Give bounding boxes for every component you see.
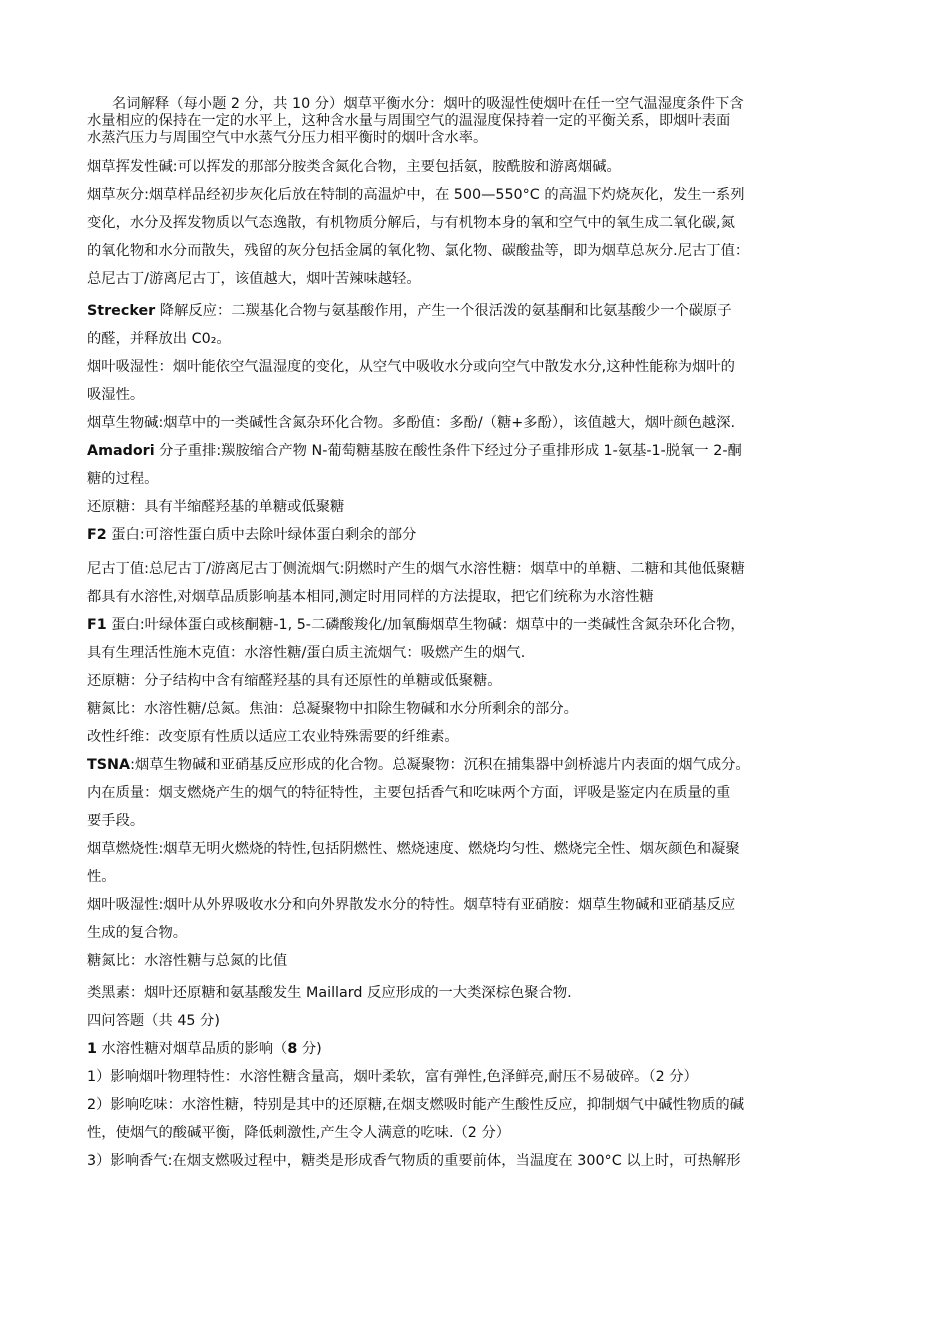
text-line: 变化，水分及挥发物质以气态逸散，有机物质分解后，与有机物本身的氧和空气中的氧生成二氧化碳,氮 [87, 215, 735, 231]
paragraph-combustibility [87, 835, 877, 891]
text-line [87, 1035, 877, 1063]
text-line: 烟草生物碱:烟草中的一类碱性含氮杂环化合物。多酚值：多酚/（糖+多酚），该值越大，烟叶颜色越深. [87, 415, 736, 431]
text-line: 水量相应的保持在一定的水平上，这种含水量与周围空气的温湿度保持着一定的平衡关系，即烟叶表面 [87, 113, 731, 129]
text-line: 烟叶吸湿性：烟叶能依空气温湿度的变化，从空气中吸收水分或向空气中散发水分,这种性能称为烟叶的 [87, 359, 735, 375]
question-1-heading [87, 1035, 877, 1063]
text-line: 烟草挥发性碱:可以挥发的那部分胺类含氮化合物，主要包括氨，胺酰胺和游离烟碱。 [87, 159, 621, 175]
paragraph-tobacco-ash [87, 181, 877, 293]
text-line: 糖氮比：水溶性糖与总氮的比值 [87, 953, 288, 969]
text-line: 烟叶吸湿性:烟叶从外界吸收水分和向外界散发水分的特性。烟草特有亚硝胺：烟草生物碱和亚硝基反应 [87, 897, 736, 913]
text-line [87, 611, 877, 639]
paragraph-reducing-sugar [87, 493, 877, 521]
paragraph-strecker [87, 297, 877, 353]
text-line [87, 751, 877, 779]
text-span: 分) [297, 1041, 322, 1057]
text-line [87, 521, 877, 549]
answer-item-2 [87, 1091, 877, 1147]
text-span: 降解反应：二羰基化合物与氨基酸作用，产生一个很活泼的氨基酮和比氨基酸少一个碳原子 [155, 303, 732, 319]
text-line [87, 297, 877, 325]
text-span: :烟草生物碱和亚硝基反应形成的化合物。总凝聚物：沉积在捕集器中剑桥滤片内表面的烟气成分。 [130, 757, 750, 773]
text-line: 名词解释（每小题 2 分，共 10 分）烟草平衡水分：烟叶的吸湿性使烟叶在任一空气温湿度条件下含 [112, 96, 744, 112]
text-line: 还原糖：具有半缩醛羟基的单糖或低聚糖 [87, 499, 345, 515]
paragraph-nicotine-value [87, 555, 877, 611]
paragraph-hygroscopicity [87, 353, 877, 409]
text-line: 的醛，并释放出 C0₂。 [87, 331, 231, 347]
paragraph-volatile-base [87, 153, 877, 181]
text-line: 的氧化物和水分而散失，残留的灰分包括金属的氧化物、氯化物、碳酸盐等，即为烟草总灰分.尼古丁值： [87, 243, 750, 259]
answer-item-1 [87, 1063, 877, 1091]
answer-item-3 [87, 1147, 877, 1175]
text-span: 蛋白:可溶性蛋白质中去除叶绿体蛋白剩余的部分 [106, 527, 417, 543]
text-line: 要手段。 [87, 813, 145, 829]
text-line: 烟草燃烧性:烟草无明火燃烧的特性,包括阴燃性、燃烧速度、燃烧均匀性、燃烧完全性、烟灰颜色和凝聚 [87, 841, 740, 857]
text-line: 内在质量：烟支燃烧产生的烟气的特征特性，主要包括香气和吃味两个方面，评吸是鉴定内在质量的重 [87, 785, 731, 801]
text-line: 类黑素：烟叶还原糖和氨基酸发生 Maillard 反应形成的一大类深棕色聚合物. [87, 985, 572, 1001]
paragraph-sugar-nitrogen-ratio-2 [87, 947, 877, 975]
paragraph-modified-fiber [87, 723, 877, 751]
paragraph-alkaloid [87, 409, 877, 437]
text-line: 具有生理活性施木克值：水溶性糖/蛋白质主流烟气：吸燃产生的烟气. [87, 645, 526, 661]
term-lead: Amadori [87, 443, 155, 459]
text-line: 2）影响吃味：水溶性糖，特别是其中的还原糖,在烟支燃吸时能产生酸性反应，抑制烟气中碱性物质的碱 [87, 1097, 744, 1113]
paragraph-tsna [87, 751, 877, 835]
text-line: 四问答题（共 45 分) [87, 1013, 220, 1029]
score-number: 8 [287, 1041, 298, 1057]
section-heading-qa [87, 1007, 877, 1035]
text-line: 生成的复合物。 [87, 925, 188, 941]
paragraph-f2-protein [87, 521, 877, 549]
paragraph-sugar-nitrogen-ratio [87, 695, 877, 723]
text-line: 糖氮比：水溶性糖/总氮。焦油：总凝聚物中扣除生物碱和水分所剩余的部分。 [87, 701, 578, 717]
text-line: 都具有水溶性,对烟草品质影响基本相同,测定时用同样的方法提取，把它们统称为水溶性糖 [87, 589, 654, 605]
text-line: 尼古丁值:总尼古丁/游离尼古丁侧流烟气:阴燃时产生的烟气水溶性糖：烟草中的单糖、二糖和其他低聚糖 [87, 561, 745, 577]
text-line: 性。 [87, 869, 116, 885]
text-line: 糖的过程。 [87, 471, 159, 487]
text-line: 性，使烟气的酸碱平衡，降低刺激性,产生令人满意的吃味.（2 分） [87, 1125, 511, 1141]
paragraph-melanoidin [87, 979, 877, 1007]
text-line: 吸湿性。 [87, 387, 145, 403]
text-line: 改性纤维：改变原有性质以适应工农业特殊需要的纤维素。 [87, 729, 459, 745]
text-line: 总尼古丁/游离尼古丁，该值越大，烟叶苦辣味越轻。 [87, 271, 421, 287]
text-span: 分子重排:羰胺缩合产物 N-葡萄糖基胺在酸性条件下经过分子重排形成 1-氨基-1-脱氧一 2-酮 [154, 443, 742, 459]
term-lead: F1 [87, 617, 107, 633]
term-lead: F2 [87, 527, 107, 543]
text-line: 3）影响香气:在烟支燃吸过程中，糖类是形成香气物质的重要前体，当温度在 300°C 以上时，可热解形 [87, 1153, 741, 1169]
paragraph-hygroscopicity-2 [87, 891, 877, 947]
text-line: 还原糖：分子结构中含有缩醛羟基的具有还原性的单糖或低聚糖。 [87, 673, 502, 689]
text-line: 水蒸汽压力与周围空气中水蒸气分压力相平衡时的烟叶含水率。 [87, 130, 488, 146]
paragraph-f1-protein [87, 611, 877, 667]
text-line [87, 437, 877, 465]
text-span: 水溶性糖对烟草品质的影响（ [96, 1041, 288, 1057]
paragraph-amadori [87, 437, 877, 493]
text-line: 烟草灰分:烟草样品经初步灰化后放在特制的高温炉中，在 500—550°C 的高温下灼烧灰化，发生一系列 [87, 187, 745, 203]
paragraph-reducing-sugar-2 [87, 667, 877, 695]
term-lead: TSNA [87, 757, 131, 773]
document-page [87, 96, 877, 1175]
text-span: 蛋白:叶绿体蛋白或核酮糖-1, 5-二磷酸羧化/加氧酶烟草生物碱：烟草中的一类碱性含氮杂环化合物， [106, 617, 745, 633]
question-number: 1 [87, 1041, 97, 1057]
paragraph-definitions-intro [87, 96, 877, 147]
text-line: 1）影响烟叶物理特性：水溶性糖含量高，烟叶柔软，富有弹性,色泽鲜亮,耐压不易破碎。（2 分） [87, 1069, 698, 1085]
term-lead: Strecker [87, 303, 156, 319]
